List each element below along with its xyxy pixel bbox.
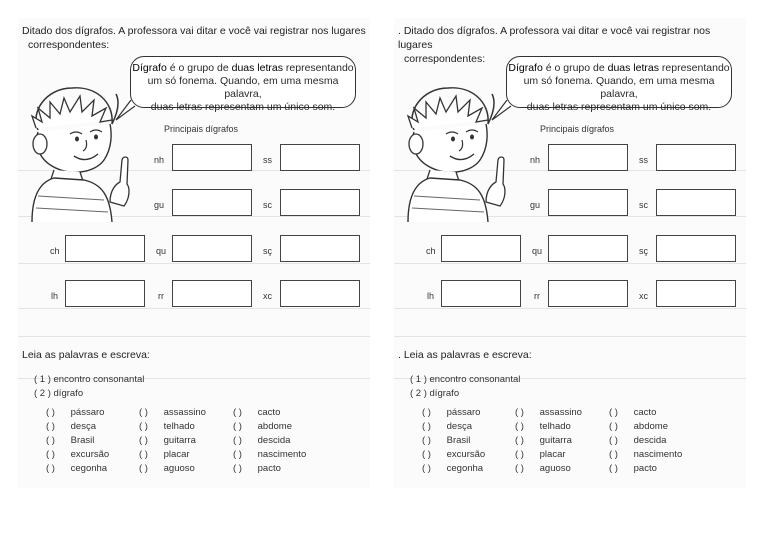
answer-checkbox[interactable]: ( ) [46, 421, 55, 432]
word-item[interactable] [609, 421, 668, 432]
bleed-line [18, 336, 370, 337]
word-label: cacto [633, 407, 657, 418]
bubble-text: é o grupo de [166, 62, 232, 74]
answer-checkbox[interactable]: ( ) [422, 435, 431, 446]
digraph-label-sc-cedilla: sç [263, 246, 272, 256]
word-label: cegonha [70, 463, 108, 474]
answer-checkbox[interactable]: ( ) [609, 463, 618, 474]
word-item[interactable] [515, 449, 566, 460]
digraph-label-xc: xc [263, 291, 272, 301]
digraph-label-sc: sc [263, 200, 272, 210]
word-label: pacto [633, 463, 657, 474]
bubble-keyword: duas letras [607, 62, 659, 74]
word-item[interactable] [139, 421, 195, 432]
section-heading: Leia as palavras e escreva: [22, 349, 150, 361]
answer-checkbox[interactable]: ( ) [233, 435, 242, 446]
answer-box-qu[interactable] [548, 235, 628, 262]
digraph-label-lh: lh [51, 291, 59, 301]
answer-box-xc[interactable] [656, 280, 736, 307]
word-item[interactable] [515, 463, 571, 474]
digraph-label-rr: rr [158, 291, 164, 301]
answer-box-sc[interactable] [656, 189, 736, 216]
answer-checkbox[interactable]: ( ) [233, 407, 242, 418]
answer-checkbox[interactable]: ( ) [515, 435, 524, 446]
answer-box-ch[interactable] [441, 235, 521, 262]
word-label: aguoso [163, 463, 195, 474]
word-item[interactable] [139, 407, 206, 418]
digraph-label-nh: nh [154, 155, 165, 165]
word-label: descida [257, 435, 291, 446]
digraph-label-nh: nh [530, 155, 541, 165]
word-label: descida [633, 435, 667, 446]
digraph-label-ss: ss [263, 155, 272, 165]
word-label: placar [539, 449, 566, 460]
word-item[interactable] [609, 449, 682, 460]
word-item[interactable] [46, 421, 96, 432]
answer-box-lh[interactable] [441, 280, 521, 307]
answer-checkbox[interactable]: ( ) [609, 407, 618, 418]
digraph-label-ch: ch [426, 246, 436, 256]
answer-checkbox[interactable]: ( ) [46, 407, 55, 418]
answer-box-sc-cedilla[interactable] [280, 235, 360, 262]
answer-checkbox[interactable]: ( ) [139, 463, 148, 474]
word-item[interactable] [515, 435, 572, 446]
word-label: cacto [257, 407, 281, 418]
instruction-line: correspondentes: [28, 39, 110, 51]
answer-box-rr[interactable] [548, 280, 628, 307]
answer-checkbox[interactable]: ( ) [233, 463, 242, 474]
worksheet-right [394, 18, 746, 488]
answer-checkbox[interactable]: ( ) [422, 407, 431, 418]
answer-checkbox[interactable]: ( ) [609, 421, 618, 432]
digraph-table-title: Principais dígrafos [540, 124, 615, 134]
worksheet-left [18, 18, 370, 488]
bubble-text: representando [658, 62, 730, 74]
word-label: assassino [163, 407, 206, 418]
digraph-label-qu: qu [532, 246, 543, 256]
exercise-instruction [22, 24, 367, 52]
speech-bubble [130, 56, 356, 113]
word-item[interactable] [233, 435, 290, 446]
digraph-label-xc: xc [639, 291, 648, 301]
word-item[interactable] [422, 421, 472, 432]
answer-box-nh[interactable] [548, 144, 628, 171]
boy-illustration [24, 72, 134, 222]
word-label: pássaro [446, 407, 481, 418]
answer-box-nh[interactable] [172, 144, 252, 171]
word-item[interactable] [46, 463, 107, 474]
word-item[interactable] [139, 449, 190, 460]
legend-item: ( 2 ) dígrafo [34, 388, 84, 399]
word-label: telhado [163, 421, 195, 432]
bubble-text: duas letras representam um único som. [526, 101, 712, 113]
digraph-label-ss: ss [639, 155, 648, 165]
bubble-text: representando [282, 62, 354, 74]
word-label: guitarra [163, 435, 196, 446]
bleed-line [394, 308, 746, 309]
bleed-line [18, 263, 370, 264]
answer-box-ch[interactable] [65, 235, 145, 262]
answer-checkbox[interactable]: ( ) [515, 463, 524, 474]
answer-checkbox[interactable]: ( ) [46, 449, 55, 460]
answer-box-gu[interactable] [548, 189, 628, 216]
bubble-text: é o grupo de [542, 62, 608, 74]
answer-box-rr[interactable] [172, 280, 252, 307]
word-label: guitarra [539, 435, 572, 446]
boy-illustration [400, 72, 510, 222]
answer-checkbox[interactable]: ( ) [515, 421, 524, 432]
word-label: cegonha [446, 463, 484, 474]
bleed-line [18, 308, 370, 309]
word-label: placar [163, 449, 190, 460]
answer-checkbox[interactable]: ( ) [139, 407, 148, 418]
answer-box-sc-cedilla[interactable] [656, 235, 736, 262]
word-item[interactable] [515, 407, 582, 418]
instruction-line: Ditado dos dígrafos. A professora vai ditar e você vai registrar nos lugares [22, 25, 366, 37]
answer-checkbox[interactable]: ( ) [139, 449, 148, 460]
word-label: abdome [257, 421, 292, 432]
answer-checkbox[interactable]: ( ) [422, 449, 431, 460]
answer-checkbox[interactable]: ( ) [46, 435, 55, 446]
word-item[interactable] [515, 421, 571, 432]
answer-box-ss[interactable] [656, 144, 736, 171]
digraph-label-rr: rr [534, 291, 540, 301]
word-label: nascimento [257, 449, 307, 460]
word-item[interactable] [46, 407, 104, 418]
word-item[interactable] [233, 449, 306, 460]
word-label: pássaro [70, 407, 105, 418]
word-label: abdome [633, 421, 668, 432]
legend-item: ( 2 ) dígrafo [410, 388, 460, 399]
bubble-text: um só fonema. Quando, em uma mesma palavra, [523, 75, 715, 100]
digraph-label-gu: gu [154, 200, 165, 210]
word-label: desça [446, 421, 472, 432]
word-item[interactable] [139, 435, 196, 446]
word-label: pacto [257, 463, 281, 474]
digraph-label-qu: qu [156, 246, 167, 256]
instruction-line: correspondentes: [404, 53, 486, 65]
bubble-keyword: Dígrafo [508, 62, 543, 74]
answer-box-sc[interactable] [280, 189, 360, 216]
answer-checkbox[interactable]: ( ) [515, 407, 524, 418]
bubble-keyword: Dígrafo [132, 62, 167, 74]
digraph-label-sc-cedilla: sç [639, 246, 648, 256]
word-label: telhado [539, 421, 571, 432]
instruction-line: . Ditado dos dígrafos. A professora vai ditar e você vai registrar nos lugares [398, 25, 711, 51]
digraph-label-ch: ch [50, 246, 60, 256]
answer-box-qu[interactable] [172, 235, 252, 262]
answer-box-lh[interactable] [65, 280, 145, 307]
answer-checkbox[interactable]: ( ) [609, 449, 618, 460]
section-heading: . Leia as palavras e escreva: [398, 349, 532, 361]
answer-checkbox[interactable]: ( ) [139, 421, 148, 432]
word-item[interactable] [46, 449, 109, 460]
digraph-label-gu: gu [530, 200, 541, 210]
word-label: Brasil [446, 435, 471, 446]
bubble-keyword: duas letras [231, 62, 283, 74]
legend-item: ( 1 ) encontro consonantal [410, 374, 521, 385]
answer-box-xc[interactable] [280, 280, 360, 307]
word-label: assassino [539, 407, 582, 418]
word-item[interactable] [609, 463, 657, 474]
answer-box-gu[interactable] [172, 189, 252, 216]
word-item[interactable] [233, 421, 292, 432]
digraph-label-lh: lh [427, 291, 435, 301]
word-label: aguoso [539, 463, 571, 474]
word-label: desça [70, 421, 96, 432]
answer-checkbox[interactable]: ( ) [139, 435, 148, 446]
digraph-table-title: Principais dígrafos [164, 124, 239, 134]
word-item[interactable] [609, 435, 666, 446]
word-item[interactable] [233, 463, 281, 474]
word-item[interactable] [422, 449, 485, 460]
bleed-line [394, 263, 746, 264]
bleed-line [394, 336, 746, 337]
answer-checkbox[interactable]: ( ) [233, 421, 242, 432]
answer-checkbox[interactable]: ( ) [422, 421, 431, 432]
legend-item: ( 1 ) encontro consonantal [34, 374, 145, 385]
digraph-label-sc: sc [639, 200, 648, 210]
answer-box-ss[interactable] [280, 144, 360, 171]
bubble-text: um só fonema. Quando, em uma mesma palavra, [147, 75, 339, 100]
word-item[interactable] [422, 435, 470, 446]
word-label: Brasil [70, 435, 95, 446]
word-item[interactable] [609, 407, 656, 418]
bubble-text: duas letras representam um único som. [150, 101, 336, 113]
speech-bubble [506, 56, 732, 113]
word-label: nascimento [633, 449, 683, 460]
answer-checkbox[interactable]: ( ) [609, 435, 618, 446]
word-label: excursão [70, 449, 110, 460]
word-item[interactable] [422, 407, 480, 418]
word-label: excursão [446, 449, 486, 460]
answer-checkbox[interactable]: ( ) [422, 463, 431, 474]
answer-checkbox[interactable]: ( ) [515, 449, 524, 460]
word-item[interactable] [422, 463, 483, 474]
answer-checkbox[interactable]: ( ) [233, 449, 242, 460]
word-item[interactable] [233, 407, 280, 418]
word-item[interactable] [139, 463, 195, 474]
answer-checkbox[interactable]: ( ) [46, 463, 55, 474]
word-item[interactable] [46, 435, 94, 446]
